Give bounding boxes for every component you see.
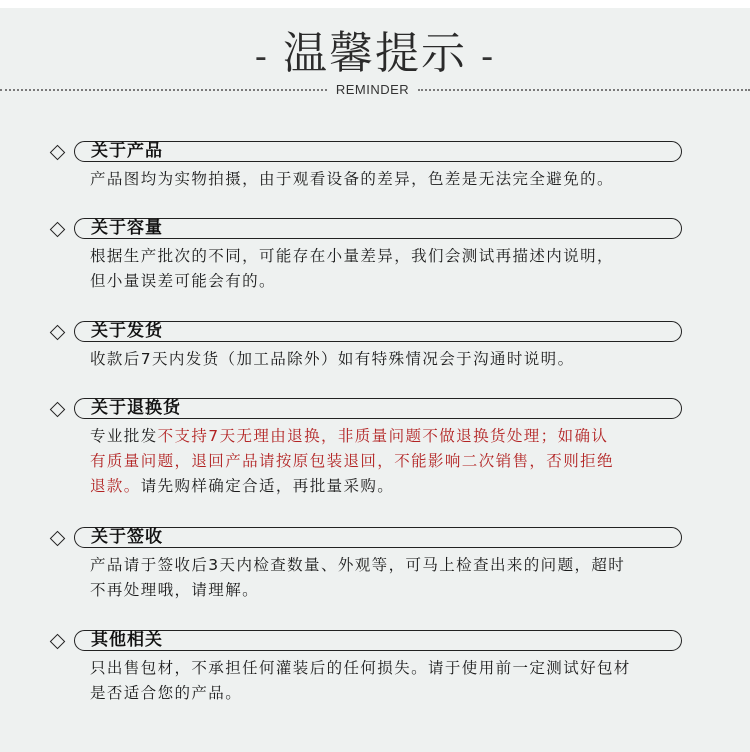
section-header	[52, 527, 692, 551]
section-title: 关于产品	[91, 141, 163, 161]
section-header	[52, 630, 692, 654]
section-title-pill	[74, 141, 682, 162]
section-title: 关于发货	[91, 321, 163, 341]
section-body	[90, 347, 692, 372]
section-title-pill	[74, 321, 682, 342]
body-line: 根据生产批次的不同，可能存在小量差异，我们会测试再描述内说明，	[90, 247, 614, 265]
section-title: 其他相关	[91, 630, 163, 650]
diamond-bullet-icon	[50, 325, 66, 341]
section-body	[90, 553, 692, 603]
diamond-bullet-icon	[50, 402, 66, 418]
body-line: 产品请于签收后3天内检查数量、外观等，可马上检查出来的问题，超时	[90, 556, 626, 574]
section-title: 关于退换货	[91, 398, 181, 418]
title-dash-right: -	[481, 37, 496, 77]
section-title: 关于容量	[91, 218, 163, 238]
section-body	[90, 244, 692, 294]
dotted-line-right	[418, 89, 750, 91]
page-title	[0, 26, 750, 85]
body-line: 是否适合您的产品。	[90, 684, 243, 702]
top-band	[0, 0, 750, 8]
reminder-divider	[0, 81, 750, 99]
section-header	[52, 321, 692, 345]
section-header	[52, 398, 692, 422]
section-shipping	[52, 321, 692, 372]
section-returns	[52, 398, 692, 499]
body-text-warning: 有质量问题，退回产品请按原包装退回，不能影响二次销售，否则拒绝	[90, 452, 614, 470]
section-header	[52, 141, 692, 165]
title-text: 温馨提示	[283, 28, 467, 79]
diamond-bullet-icon	[50, 634, 66, 650]
section-receipt	[52, 527, 692, 603]
body-line: 只出售包材，不承担任何灌装后的任何损失。请于使用前一定测试好包材	[90, 659, 631, 677]
diamond-bullet-icon	[50, 145, 66, 161]
section-body	[90, 167, 692, 192]
diamond-bullet-icon	[50, 531, 66, 547]
section-title-pill	[74, 527, 682, 548]
body-line	[90, 474, 692, 499]
section-header	[52, 218, 692, 242]
section-title-pill	[74, 630, 682, 651]
dotted-line-left	[0, 89, 327, 91]
section-body	[90, 424, 692, 499]
body-text-warning: 退款。	[90, 477, 141, 495]
section-title-pill	[74, 398, 682, 419]
section-title-pill	[74, 218, 682, 239]
section-other	[52, 630, 692, 706]
body-line: 产品图均为实物拍摄，由于观看设备的差异，色差是无法完全避免的。	[90, 170, 614, 188]
body-text-normal: 请先购样确定合适，再批量采购。	[140, 477, 395, 495]
body-text-warning: 不支持7天无理由退换，非质量问题不做退换货处理；如确认	[157, 427, 609, 445]
section-product	[52, 141, 692, 192]
body-text-normal: 专业批发	[90, 427, 158, 445]
body-line	[90, 424, 692, 449]
body-line: 不再处理哦，请理解。	[90, 581, 260, 599]
title-dash-left: -	[254, 37, 269, 77]
section-title: 关于签收	[91, 527, 163, 547]
section-capacity	[52, 218, 692, 294]
body-line: 但小量误差可能会有的。	[90, 272, 276, 290]
reminder-subtitle: REMINDER	[335, 82, 410, 97]
section-body	[90, 656, 692, 706]
body-line: 收款后7天内发货（加工品除外）如有特殊情况会于沟通时说明。	[90, 350, 575, 368]
diamond-bullet-icon	[50, 222, 66, 238]
